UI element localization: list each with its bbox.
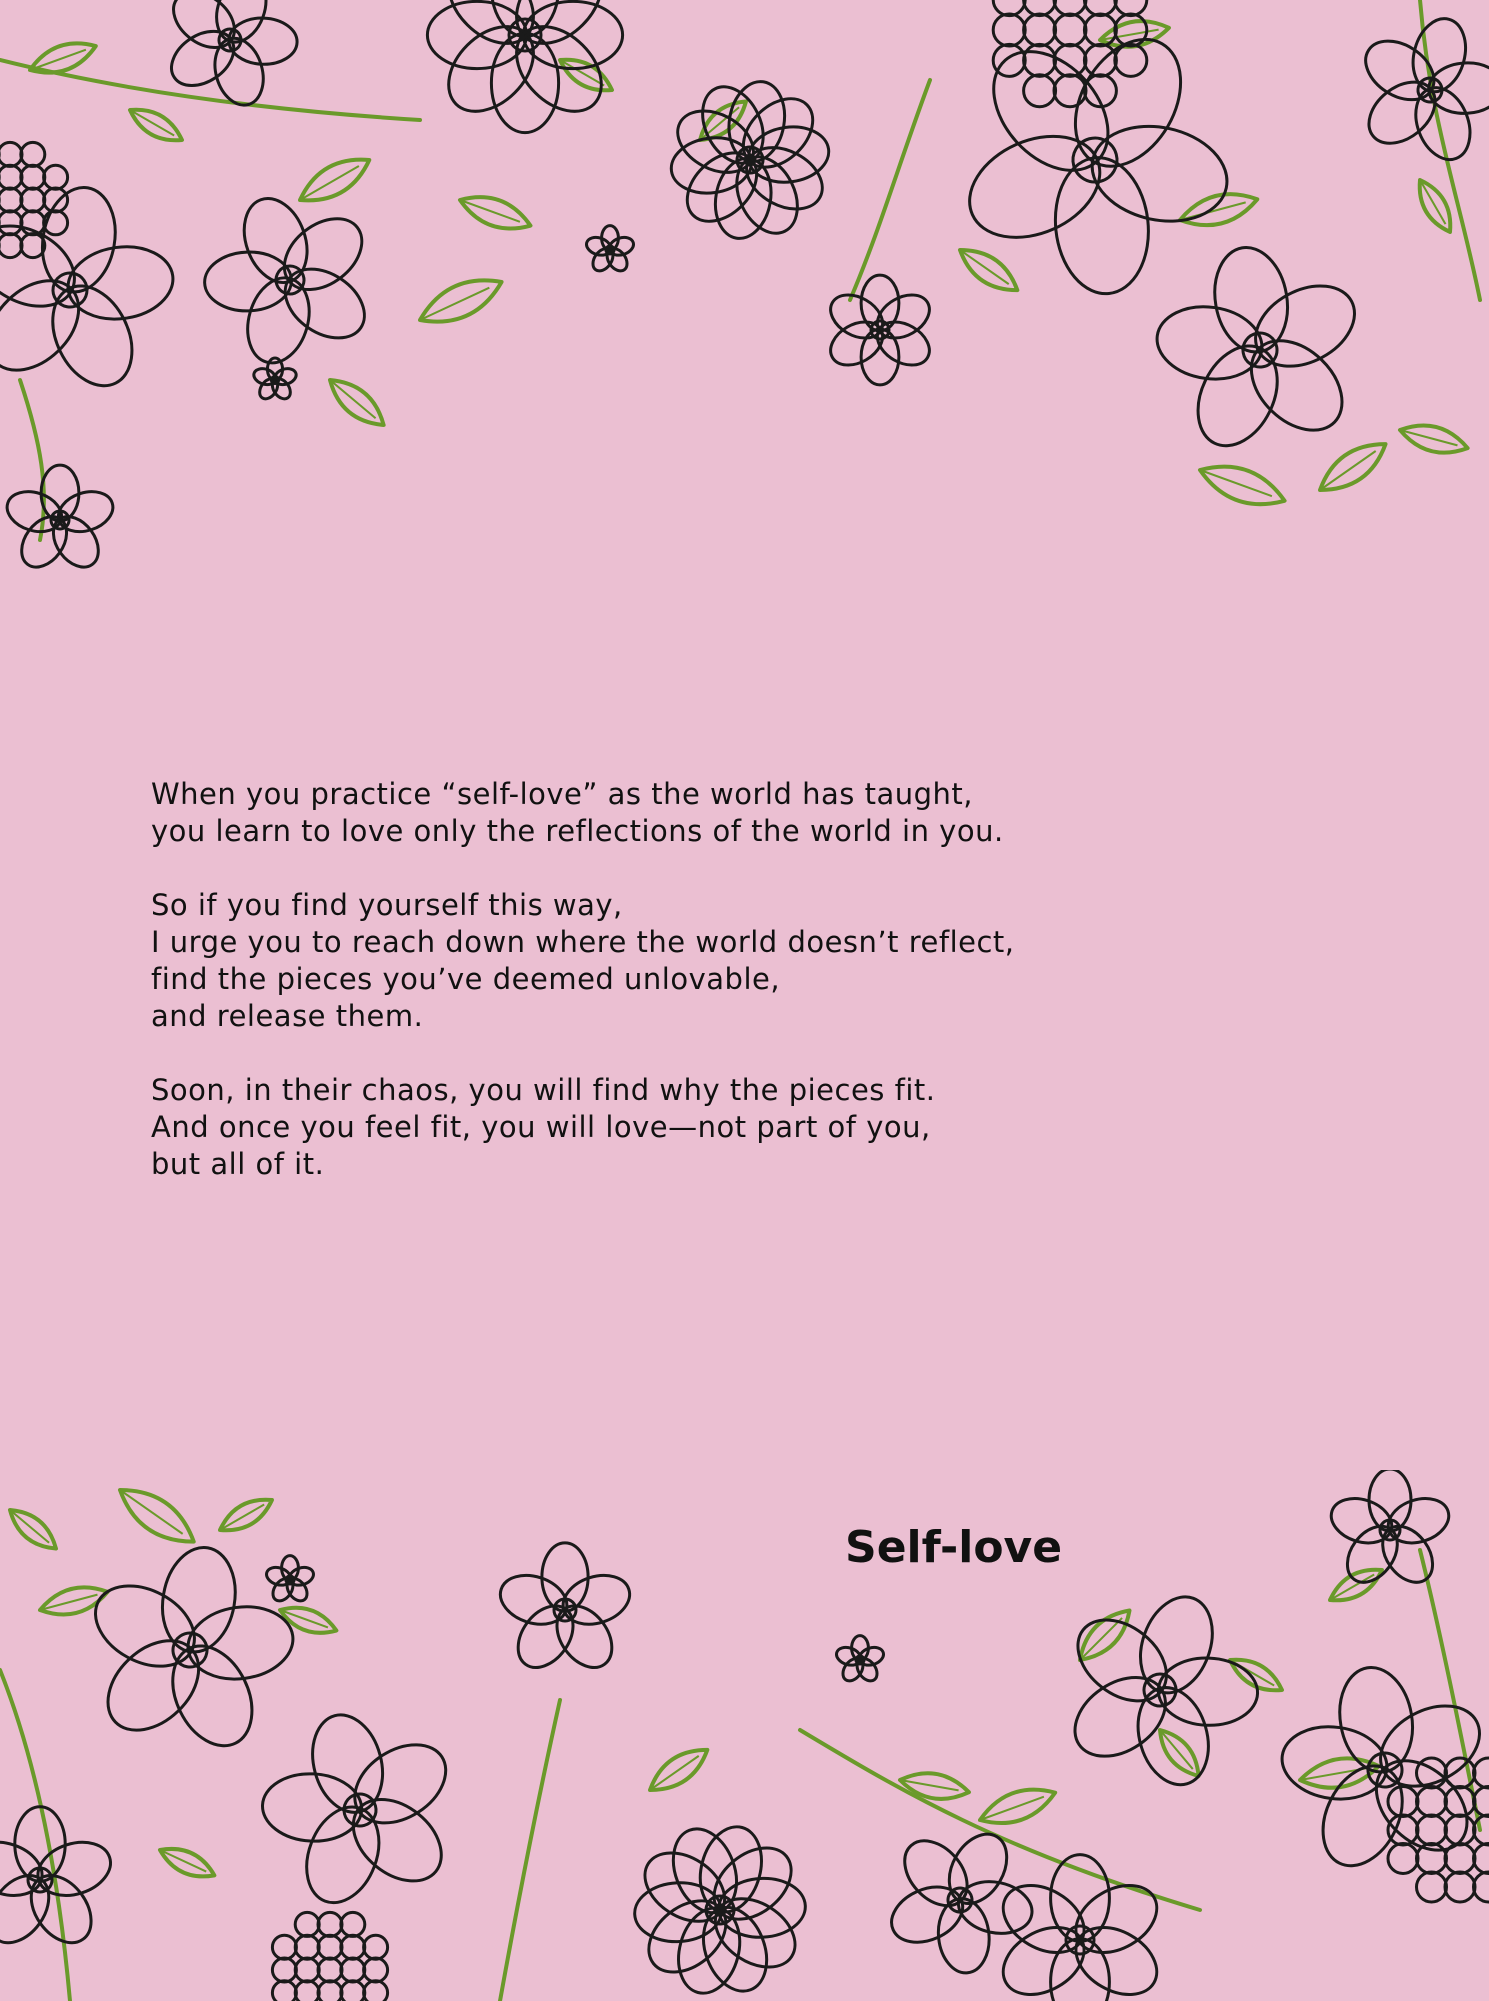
leaf-icon (898, 1768, 971, 1804)
flower-icon (834, 1636, 886, 1685)
leaf-icon (156, 1840, 219, 1884)
leaf-icon (1195, 455, 1290, 515)
poem-body (151, 776, 1151, 1183)
flower-icon (610, 1803, 829, 2001)
poem-title: Self-love (845, 1522, 1063, 1573)
poem-stanza-1 (151, 776, 1151, 850)
poem-line: I urge you to reach down where the world doesn’t reflect, (151, 925, 1015, 959)
leaf-icon (125, 101, 187, 149)
flower-icon (904, 0, 1285, 348)
flower-icon (1336, 0, 1489, 182)
flower-icon (1259, 1649, 1489, 1892)
poem-line: and release them. (151, 999, 424, 1033)
flower-icon (991, 1855, 1168, 2001)
leaf-icon (1225, 1651, 1287, 1699)
leaf-icon (1312, 433, 1394, 502)
berry-cluster-icon (272, 1912, 387, 2001)
leaf-icon (1152, 1723, 1207, 1782)
poem-line: When you practice “self-love” as the world has taught, (151, 777, 973, 811)
flower-icon (264, 1556, 316, 1605)
leaf-icon (322, 371, 391, 435)
leaf-icon (111, 1477, 203, 1554)
flower-icon (235, 1689, 485, 1932)
poem-line: but all of it. (151, 1147, 325, 1181)
flower-icon (64, 1529, 316, 1772)
stem-icon (500, 1700, 560, 2001)
floral-border-top-icon (0, 0, 1489, 620)
flower-icon (1134, 229, 1386, 472)
stem-icon (20, 380, 44, 540)
flower-icon (584, 226, 636, 275)
leaf-icon (1397, 418, 1471, 460)
leaf-icon (1176, 186, 1261, 234)
flower-icon (653, 66, 846, 253)
berry-cluster-icon (1388, 1758, 1489, 1902)
leaf-icon (953, 240, 1024, 300)
floral-border-bottom-icon (0, 1470, 1489, 2001)
flower-icon (856, 1798, 1064, 2001)
leaf-icon (643, 1740, 714, 1800)
flower-icon (1029, 1563, 1290, 1818)
stem-icon (850, 80, 930, 300)
poem-line: And once you feel fit, you will love—not part of you, (151, 1110, 931, 1144)
leaf-icon (975, 1779, 1060, 1833)
leaf-icon (3, 1502, 62, 1557)
flower-icon (252, 358, 298, 402)
poem-line: So if you find yourself this way, (151, 888, 623, 922)
flower-icon (1325, 1470, 1454, 1592)
flower-icon (176, 169, 404, 392)
flower-icon (823, 275, 937, 385)
flower-icon (494, 1543, 636, 1678)
leaf-icon (215, 1491, 277, 1539)
flower-icon (0, 1807, 117, 1954)
leaf-icon (1325, 1561, 1387, 1609)
leaf-icon (456, 188, 535, 238)
poem-line: you learn to love only the reflections of the world in you. (151, 814, 1004, 848)
poem-stanza-3 (151, 1072, 1151, 1183)
poem-stanza-2 (151, 887, 1151, 1035)
flower-icon (427, 0, 622, 133)
leaf-icon (293, 148, 376, 212)
flower-icon (2, 465, 118, 575)
leaf-icon (413, 268, 508, 335)
stem-icon (0, 1670, 70, 2001)
poem-line: find the pieces you’ve deemed unlovable, (151, 962, 781, 996)
flower-icon (0, 169, 196, 412)
poem-line: Soon, in their chaos, you will find why the pieces fit. (151, 1073, 936, 1107)
